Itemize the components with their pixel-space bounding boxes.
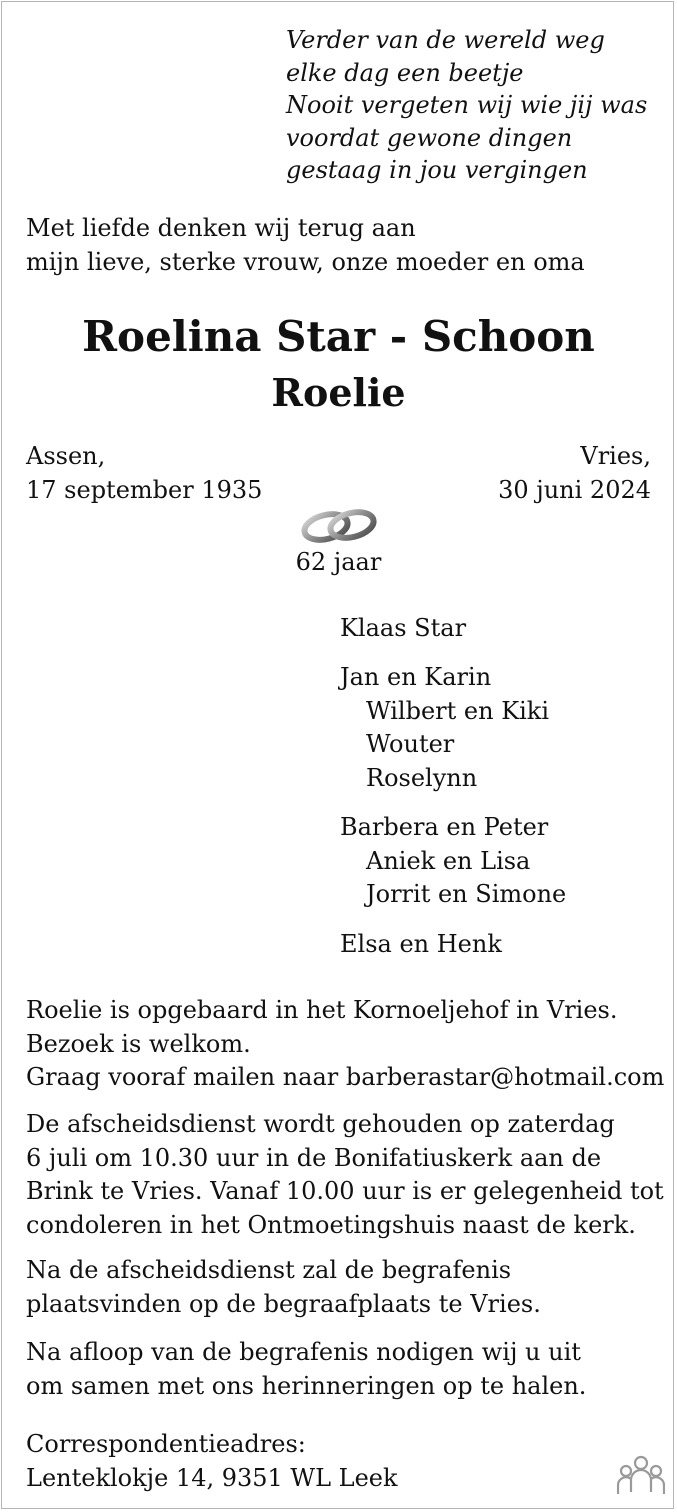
birth-place: Assen,: [26, 442, 106, 470]
wedding-rings-icon: [298, 505, 382, 551]
text-line: Correspondentieadres:: [26, 1430, 306, 1458]
text-line: Lenteklokje 14, 9351 WL Leek: [26, 1463, 398, 1492]
death-place: Vries,: [580, 442, 651, 470]
deceased-name: Roelina Star - Schoon: [82, 312, 595, 361]
text-line: Brink te Vries. Vanaf 10.00 uur is er gelegenheid tot: [26, 1177, 664, 1205]
spouse-name: Klaas Star: [340, 614, 467, 642]
correspondence-address: [26, 1428, 398, 1495]
intro: [26, 212, 585, 279]
family-group: [340, 661, 549, 795]
poem-line: Nooit vergeten wij wie jij was: [286, 91, 648, 119]
birth-info: [26, 440, 262, 507]
grandchild: Wilbert en Kiki: [366, 696, 550, 725]
death-date: 30 juni 2024: [498, 475, 651, 504]
family-group-head: Barbera en Peter: [340, 813, 549, 841]
people-group-icon: [617, 1454, 665, 1502]
text-line: om samen met ons herinneringen op te halen.: [26, 1371, 587, 1400]
intro-line: Met liefde denken wij terug aan: [26, 214, 416, 242]
text-line: De afscheidsdienst wordt gehouden op zaterdag: [26, 1110, 615, 1138]
family-group-head: Jan en Karin: [340, 663, 492, 691]
text-line: Na de afscheidsdienst zal de begrafenis: [26, 1256, 512, 1284]
birth-date: 17 september 1935: [26, 475, 263, 504]
text-line: 6 juli om 10.30 uur in de Bonifatiuskerk aan de: [26, 1143, 602, 1172]
grandchild: Roselynn: [366, 763, 478, 792]
poem-line: Verder van de wereld weg: [286, 26, 605, 54]
text-line: plaatsvinden op de begraafplaats te Vries.: [26, 1289, 541, 1318]
poem: [286, 24, 647, 187]
text-line: Roelie is opgebaard in het Kornoeljehof in Vries.: [26, 996, 618, 1024]
text-line: condoleren in het Ontmoetingshuis naast de kerk.: [26, 1210, 636, 1239]
viewing-info: [26, 994, 664, 1095]
grandchild: Aniek en Lisa: [366, 846, 531, 875]
family-group: [340, 928, 502, 962]
intro-line: mijn lieve, sterke vrouw, onze moeder en oma: [26, 247, 585, 276]
grandchild: Jorrit en Simone: [366, 880, 567, 908]
poem-line: voordat gewone dingen: [286, 123, 573, 152]
text-line: Graag vooraf mailen naar barberastar@hotmail.com: [26, 1063, 665, 1091]
deceased-nickname: Roelie: [271, 370, 406, 415]
service-info: [26, 1108, 664, 1242]
family-group: [340, 811, 566, 912]
text-line: Bezoek is welkom.: [26, 1029, 251, 1058]
burial-info: [26, 1254, 541, 1321]
text-line: Na afloop van de begrafenis nodigen wij u uit: [26, 1338, 581, 1366]
poem-line: gestaag in jou vergingen: [286, 156, 588, 184]
marriage-years: 62 jaar: [295, 548, 382, 576]
family-list: [340, 612, 466, 646]
reception-info: [26, 1336, 586, 1403]
family-group-head: Elsa en Henk: [340, 930, 502, 958]
poem-line: elke dag een beetje: [286, 58, 524, 87]
grandchild: Wouter: [366, 730, 455, 758]
death-info: [498, 440, 651, 507]
